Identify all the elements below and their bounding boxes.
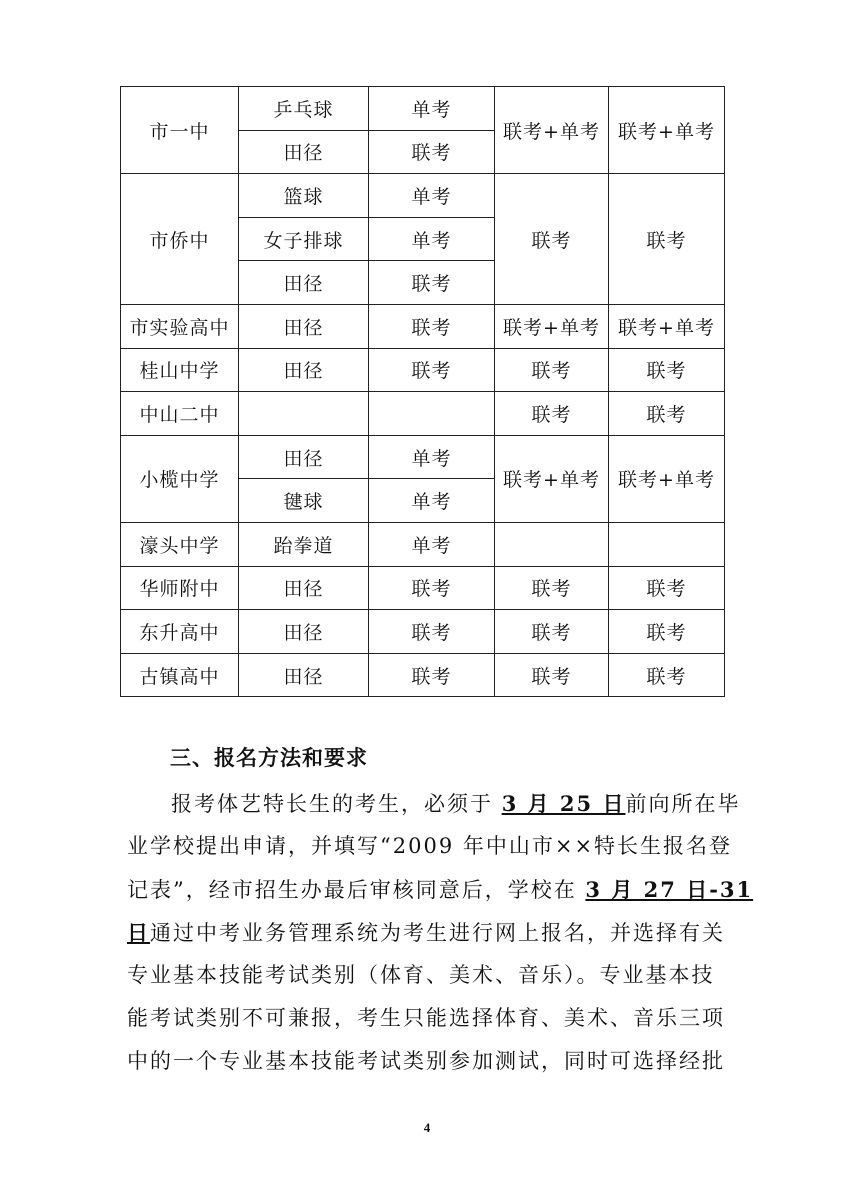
school-cell: 华师附中 [121,566,239,610]
sport-cell [239,392,369,436]
school-cell: 东升高中 [121,610,239,654]
sport-cell: 田径 [239,435,369,479]
exam-mode-cell-col5: 联考 [609,174,725,305]
section-paragraph [127,782,754,1083]
paragraph-line [127,1040,727,1083]
text-run: 专业基本技能考试类别（体育、美术、音乐）。专业基本技 [127,963,715,987]
exam-type-cell: 单考 [369,522,495,566]
exam-mode-cell-col4: 联考 [495,392,609,436]
exam-mode-cell-col4: 联考+单考 [495,304,609,348]
table-row [121,304,725,348]
sport-cell: 田径 [239,261,369,305]
table-row [121,435,725,479]
exam-type-cell: 单考 [369,435,495,479]
school-cell: 中山二中 [121,392,239,436]
exam-mode-cell-col5: 联考+单考 [609,435,725,522]
school-cell: 市实验高中 [121,304,239,348]
paragraph-line [127,868,754,911]
exam-mode-cell-col4: 联考 [495,348,609,392]
exam-type-cell: 联考 [369,304,495,348]
school-cell: 市侨中 [121,174,239,305]
paragraph-line [127,911,727,954]
exam-mode-cell-col4: 联考 [495,610,609,654]
section-heading: 三、报名方法和要求 [170,745,368,770]
exam-type-cell: 单考 [369,479,495,523]
table-row [121,566,725,610]
table-row [121,653,725,697]
sport-cell: 田径 [239,610,369,654]
text-run: 中的一个专业基本技能考试类别参加测试，同时可选择经批 [127,1049,725,1073]
underlined-date: 3 月 27 日-31 [585,877,754,902]
text-run: 能考试类别不可兼报，考生只能选择体育、美术、音乐三项 [127,1006,725,1030]
exam-type-cell [369,392,495,436]
specialty-schools-table [120,86,725,697]
sport-cell: 女子排球 [239,217,369,261]
school-cell: 小榄中学 [121,435,239,522]
text-run: 报考体艺特长生的考生，必须于 [171,792,502,816]
exam-mode-cell-col5: 联考 [609,653,725,697]
exam-mode-cell-col4: 联考 [495,566,609,610]
text-run: 前向所在毕 [625,792,741,816]
exam-mode-cell-col4 [495,522,609,566]
table-row [121,174,725,218]
table-row [121,392,725,436]
sport-cell: 篮球 [239,174,369,218]
paragraph-line [127,997,727,1040]
table-row [121,610,725,654]
underlined-date: 日 [127,920,150,945]
table-row [121,348,725,392]
exam-type-cell: 联考 [369,261,495,305]
exam-mode-cell-col5: 联考 [609,392,725,436]
exam-type-cell: 联考 [369,653,495,697]
school-cell: 濠头中学 [121,522,239,566]
exam-mode-cell-col5: 联考+单考 [609,87,725,174]
exam-type-cell: 联考 [369,566,495,610]
sport-cell: 田径 [239,566,369,610]
underlined-date: 3 月 25 日 [501,791,626,816]
exam-mode-cell-col5: 联考 [609,610,725,654]
exam-mode-cell-col4: 联考 [495,174,609,305]
school-cell: 桂山中学 [121,348,239,392]
page-number: 4 [423,1120,431,1135]
exam-type-cell: 联考 [369,610,495,654]
exam-type-cell: 联考 [369,348,495,392]
table-row [121,522,725,566]
table-row [121,87,725,131]
sport-cell: 田径 [239,304,369,348]
sport-cell: 跆拳道 [239,522,369,566]
paragraph-line [127,825,733,868]
exam-type-cell: 单考 [369,174,495,218]
table-body [121,87,725,697]
text-run: 通过中考业务管理系统为考生进行网上报名，并选择有关 [150,921,725,945]
text-run: 记表”，经市招生办最后审核同意后，学校在 [127,878,586,902]
sport-cell: 田径 [239,130,369,174]
sport-cell: 毽球 [239,479,369,523]
exam-mode-cell-col4: 联考+单考 [495,87,609,174]
exam-mode-cell-col5: 联考+单考 [609,304,725,348]
school-cell: 古镇高中 [121,653,239,697]
exam-mode-cell-col5: 联考 [609,566,725,610]
exam-mode-cell-col4: 联考+单考 [495,435,609,522]
sport-cell: 田径 [239,348,369,392]
text-run: 业学校提出申请，并填写“2009 年中山市××特长生报名登 [127,834,733,858]
school-cell: 市一中 [121,87,239,174]
exam-mode-cell-col4: 联考 [495,653,609,697]
exam-mode-cell-col5 [609,522,725,566]
exam-type-cell: 联考 [369,130,495,174]
exam-type-cell: 单考 [369,87,495,131]
exam-mode-cell-col5: 联考 [609,348,725,392]
sport-cell: 乒乓球 [239,87,369,131]
paragraph-line [127,954,727,997]
sport-cell: 田径 [239,653,369,697]
paragraph-line [127,782,741,825]
exam-type-cell: 单考 [369,217,495,261]
